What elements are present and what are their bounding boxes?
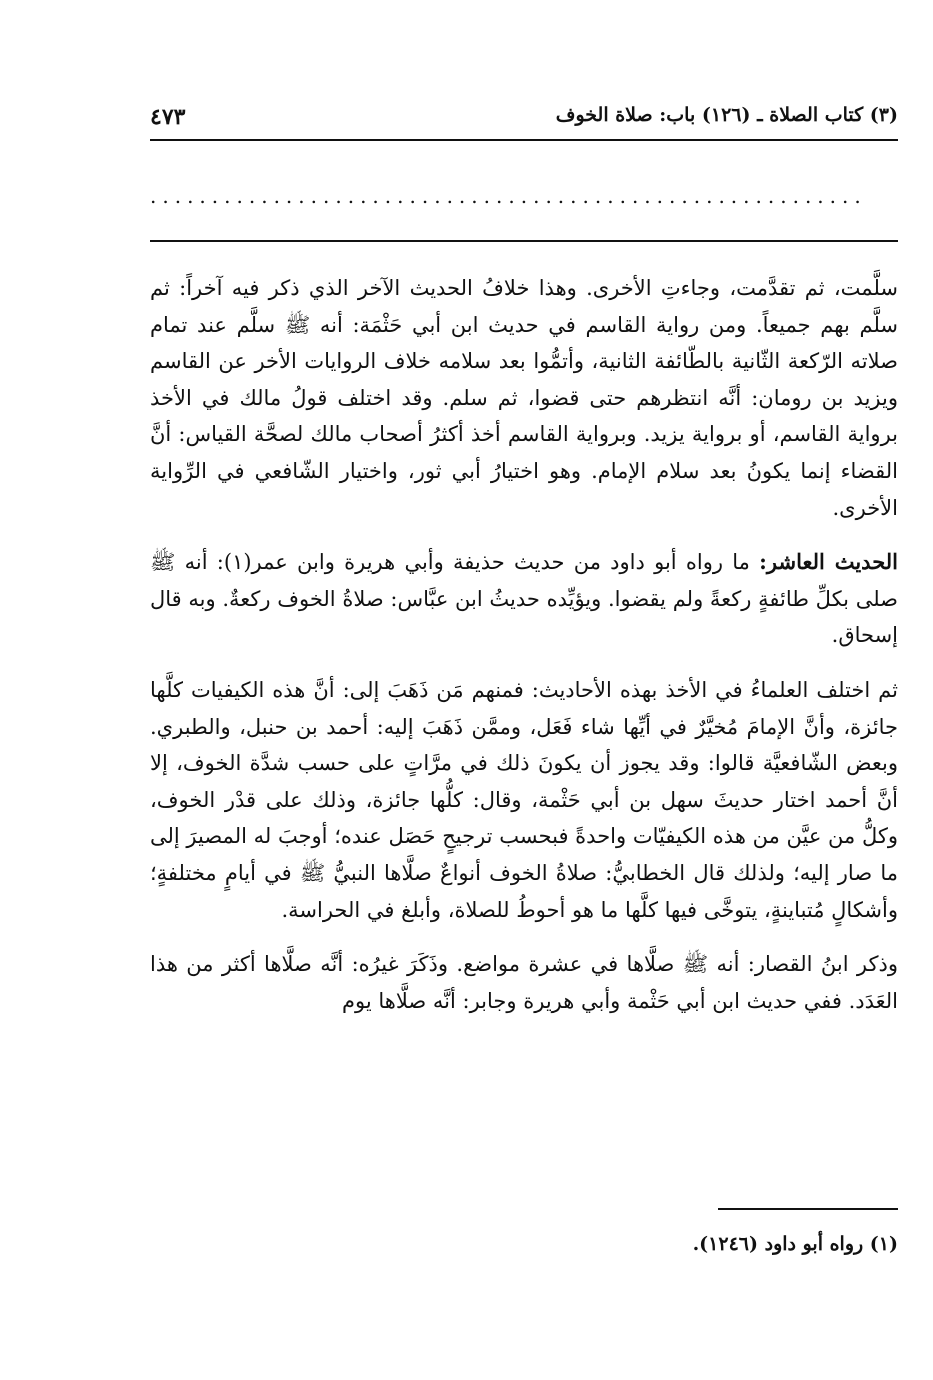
hadith-heading: الحديث العاشر: (759, 549, 898, 575)
footnote: (١) رواه أبو داود (١٢٤٦). (692, 1233, 898, 1255)
section-rule (150, 240, 898, 242)
ellipsis-dots: .......................................................... (150, 186, 867, 206)
footnote-rule (718, 1208, 898, 1210)
paragraph-3: ثم اختلف العلماءُ في الأخذ بهذه الأحاديث: فمنهم مَن ذَهَبَ إلى: أنَّ هذه الكيفيات كلَّها جائزة، وأنَّ الإمامَ مُخيَّرٌ في أيِّها شاء فَعَل، وممَّن ذَهَبَ إليه: أحمد بن حنبل، والطبري. وبعض الشّافعيَّة قالوا: وقد يجوز أن يكونَ ذلك في مرَّاتٍ على حسب شدَّة الخوف، إلا أنَّ أحمد اختار حديثَ سهل بن أبي حَثْمة، وقال: كلُّها جائزة، وذلك على قدْر الخوف، وكلُّ من عيَّن من هذه الكيفيّات واحدةً فبحسب ترجيحٍ حَصَل عنده؛ أوجبَ له المصيرَ إلى ما صار إليه؛ ولذلك قال الخطابيُّ: صلاةُ الخوف أنواعٌ صلَّاها النبيُّ ﷺ في أيامٍ مختلفةٍ؛ وأشكالٍ مُتباينةٍ، يتوخَّى فيها كلَّها ما هو أحوطُ للصلاة، وأبلغ في الحراسة. (150, 677, 898, 922)
paragraph-2-text: ما رواه أبو داود من حديث حذيفة وأبي هريرة وابن عمر(١): أنه ﷺ صلى بكلِّ طائفةٍ ركعةً ولم يقضوا. ويؤيِّده حديثُ ابن عبَّاس: صلاةُ الخوف ركعةٌ. وبه قال إسحاق. (150, 550, 898, 648)
paragraph-4: وذكر ابنُ القصار: أنه ﷺ صلَّاها في عشرة مواضع. وذَكَرَ غيرُه: أنَّه صلَّاها أكثر من هذا العَدَد. ففي حديث ابن أبي حَثْمة وأبي هريرة وجابر: أنَّه صلَّاها يوم (150, 952, 898, 1013)
paragraph-2 (150, 544, 898, 654)
paragraph-1: سلَّمت، ثم تقدَّمت، وجاءتِ الأخرى. وهذا خلافُ الحديث الآخر الذي ذكر فيه آخراً: ثم سلَّم بهم جميعاً. ومن رواية القاسم في حديث ابن أبي حَثْمَة: أنه ﷺ سلَّم عند تمام صلاته الرّكعة الثّانية بالطّائفة الثانية، وأتمُّوا بعد سلامه خلاف الروايات الأخر عن القاسم ويزيد بن رومان: أنَّه انتظرهم حتى قضوا، ثم سلم. وقد اختلف قولُ مالك في الأخذ برواية القاسم، أو برواية يزيد. وبرواية القاسم أخذ أكثرُ أصحاب مالك لصحَّة القياس: أنَّ القضاء إنما يكونُ بعد سلام الإمام. وهو اختيارُ أبي ثور، واختيار الشّافعي في الرِّواية الأخرى. (150, 276, 898, 520)
page-header (150, 104, 898, 136)
header-rule (150, 139, 898, 141)
page-number: ٤٧٣ (150, 104, 186, 130)
main-text (150, 270, 898, 1019)
running-title: (٣) كتاب الصلاة ـ (١٢٦) باب: صلاة الخوف (555, 104, 898, 126)
